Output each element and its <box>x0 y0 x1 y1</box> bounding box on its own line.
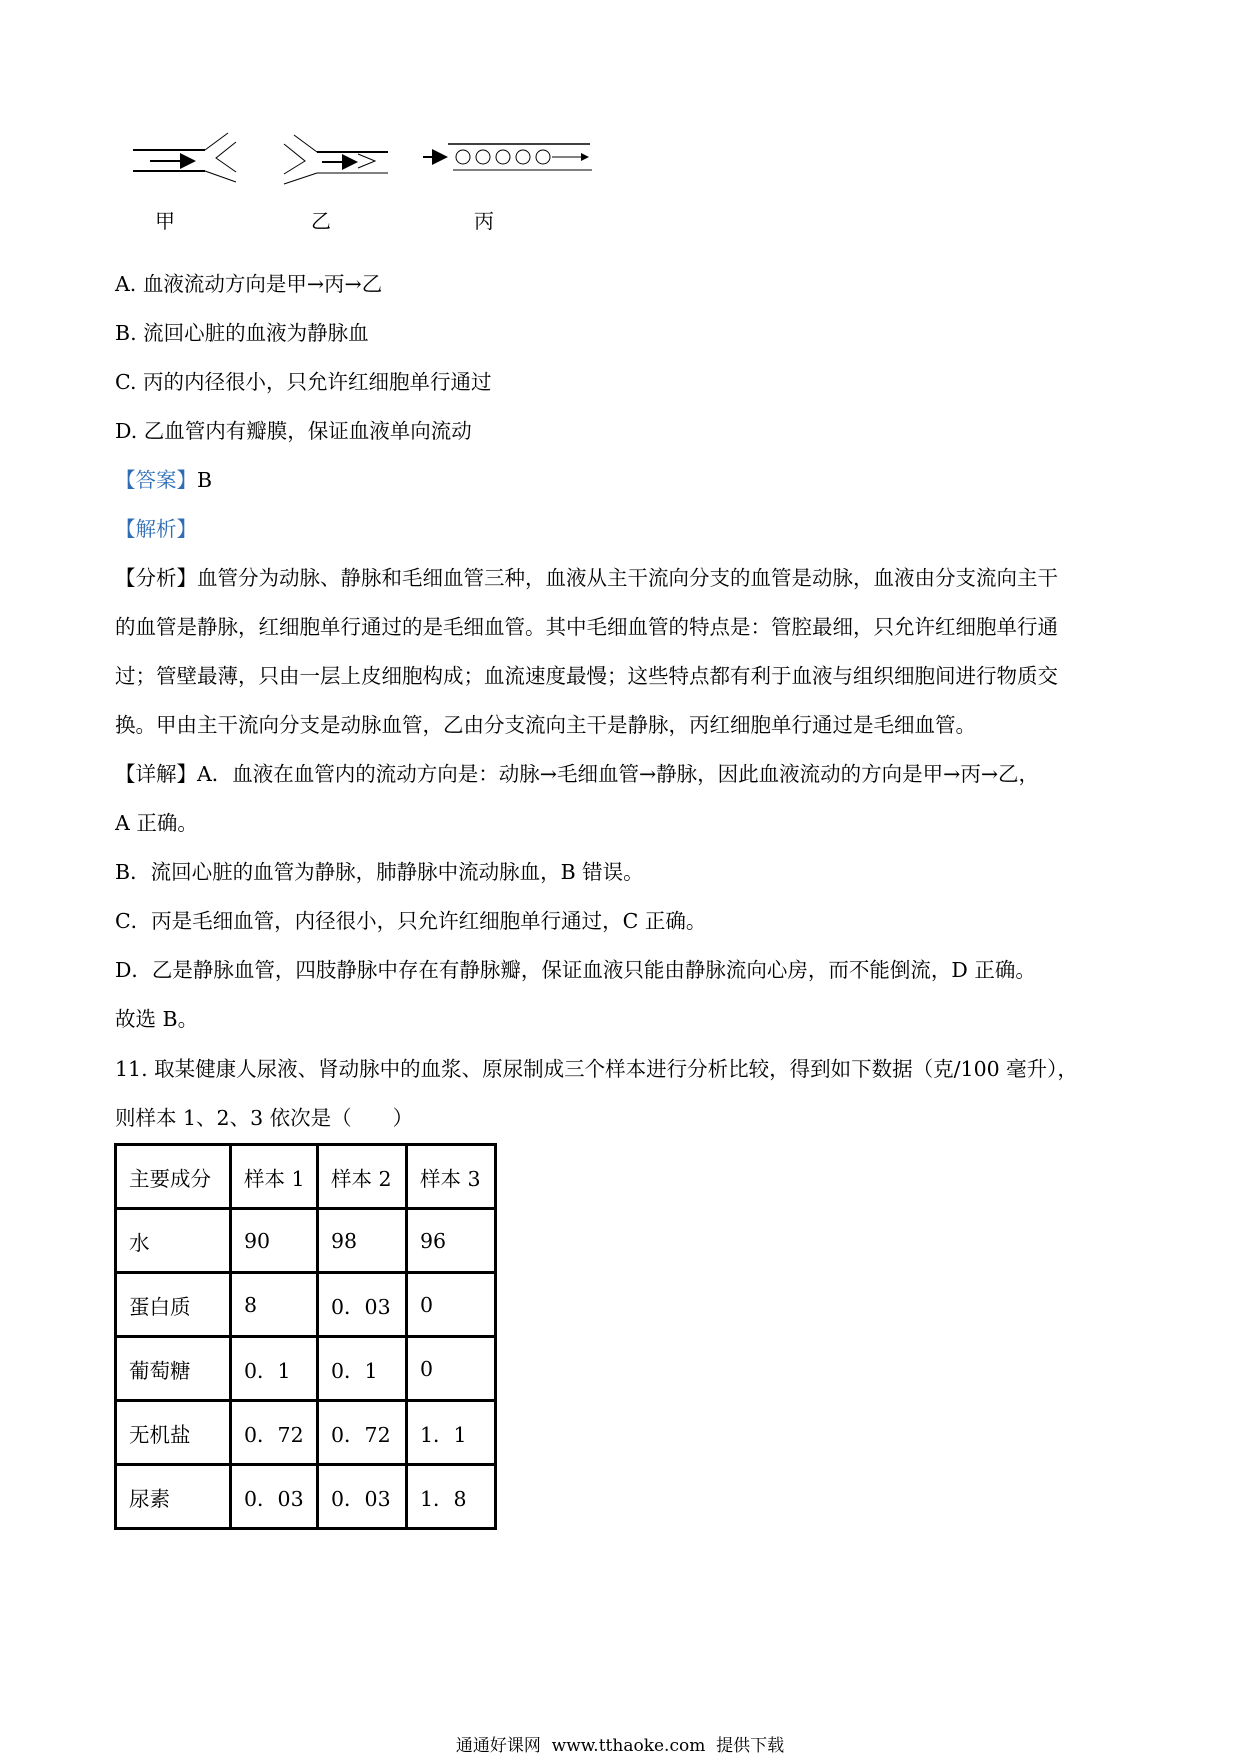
page-footer: 通通好课网 www.tthaoke.com 提供下载 <box>455 1736 785 1756</box>
cell: 0 <box>407 1273 496 1337</box>
cell: 蛋白质 <box>116 1273 231 1337</box>
cell: 0．72 <box>231 1401 318 1465</box>
cell: 0．72 <box>318 1401 407 1465</box>
analysis-label: 【解析】 <box>115 517 197 541</box>
analysis-line: D．乙是静脉血管，四肢静脉中存在有静脉瓣，保证血液只能由静脉流向心房，而不能倒流，D 正确。 <box>115 958 1036 982</box>
cell: 无机盐 <box>116 1401 231 1465</box>
analysis-line: 故选 B。 <box>115 1007 199 1031</box>
cell: 0．03 <box>318 1273 407 1337</box>
table-row <box>116 1401 496 1465</box>
label-bing: 丙 <box>474 209 494 233</box>
analysis-line: B．流回心脏的血管为静脉，肺静脉中流动脉血，B 错误。 <box>115 860 644 884</box>
cell: 0．1 <box>318 1337 407 1401</box>
table-row <box>116 1337 496 1401</box>
question-line: 11. 取某健康人尿液、肾动脉中的血浆、原尿制成三个样本进行分析比较，得到如下数据（克/100 毫升）， <box>115 1057 1078 1081</box>
table-row <box>116 1209 496 1273</box>
analysis-line: 【详解】A．血液在血管内的流动方向是：动脉→毛细血管→静脉，因此血液流动的方向是甲→丙→乙， <box>115 762 1040 786</box>
label-yi: 乙 <box>311 209 331 233</box>
analysis-line: 【分析】血管分为动脉、静脉和毛细血管三种，血液从主干流向分支的血管是动脉，血液由分支流向主干 <box>115 566 1058 590</box>
header-cell: 样本 1 <box>231 1145 318 1209</box>
answer-label: 【答案】 <box>115 468 197 492</box>
artery-jia <box>133 133 236 182</box>
cell: 1．8 <box>407 1465 496 1529</box>
cell: 水 <box>116 1209 231 1273</box>
cell: 98 <box>318 1209 407 1273</box>
cell: 1．1 <box>407 1401 496 1465</box>
analysis-line: 的血管是静脉，红细胞单行通过的是毛细血管。其中毛细血管的特点是：管腔最细，只允许红细胞单行通 <box>115 615 1058 639</box>
table-header-row <box>116 1145 496 1209</box>
question-line: 则样本 1、2、3 依次是（ ） <box>115 1106 414 1130</box>
cell: 0 <box>407 1337 496 1401</box>
cell: 0．03 <box>318 1465 407 1529</box>
vein-yi <box>284 135 388 184</box>
capillary-bing <box>423 144 592 170</box>
cell: 0．03 <box>231 1465 318 1529</box>
label-jia: 甲 <box>155 209 175 233</box>
option-a: A. 血液流动方向是甲→丙→乙 <box>115 272 383 296</box>
table-row <box>116 1465 496 1529</box>
cell: 8 <box>231 1273 318 1337</box>
option-c: C. 丙的内径很小，只允许红细胞单行通过 <box>115 370 492 394</box>
header-cell: 样本 3 <box>407 1145 496 1209</box>
blood-vessel-diagram <box>100 100 620 240</box>
cell: 0．1 <box>231 1337 318 1401</box>
option-d: D. 乙血管内有瓣膜，保证血液单向流动 <box>115 419 472 443</box>
table-row <box>116 1273 496 1337</box>
header-cell: 主要成分 <box>116 1145 231 1209</box>
analysis-line: 过；管壁最薄，只由一层上皮细胞构成；血流速度最慢；这些特点都有利于血液与组织细胞间进行物质交 <box>115 664 1058 688</box>
cell: 90 <box>231 1209 318 1273</box>
analysis-line: A 正确。 <box>115 811 198 835</box>
answer-line <box>115 467 212 493</box>
answer-value: B <box>197 468 213 492</box>
analysis-line: C．丙是毛细血管，内径很小，只允许红细胞单行通过，C 正确。 <box>115 909 707 933</box>
analysis-line: 换。甲由主干流向分支是动脉血管，乙由分支流向主干是静脉，丙红细胞单行通过是毛细血管。 <box>115 713 976 737</box>
cell: 葡萄糖 <box>116 1337 231 1401</box>
composition-table <box>114 1143 497 1530</box>
option-b: B. 流回心脏的血液为静脉血 <box>115 321 369 345</box>
cell: 尿素 <box>116 1465 231 1529</box>
cell: 96 <box>407 1209 496 1273</box>
header-cell: 样本 2 <box>318 1145 407 1209</box>
